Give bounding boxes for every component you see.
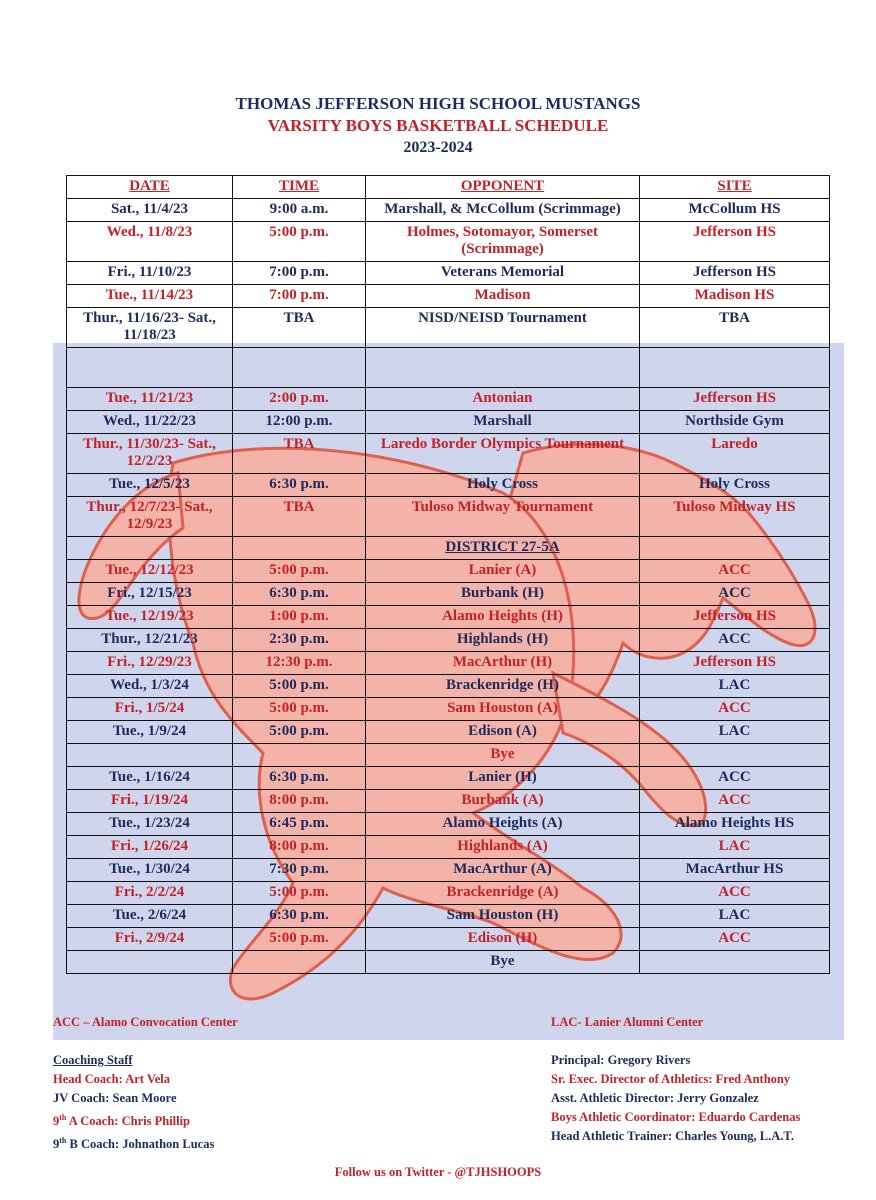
cell-opponent: Laredo Border Olympics Tournament bbox=[366, 434, 640, 474]
cell-opponent: Highlands (H) bbox=[366, 629, 640, 652]
schedule-title: VARSITY BOYS BASKETBALL SCHEDULE bbox=[267, 116, 609, 135]
cell-site: Jefferson HS bbox=[640, 652, 830, 675]
cell-site: LAC bbox=[640, 675, 830, 698]
table-row bbox=[67, 411, 830, 434]
cell-time: 6:45 p.m. bbox=[233, 813, 366, 836]
cell-site: Jefferson HS bbox=[640, 222, 830, 262]
cell-time: 9:00 a.m. bbox=[233, 199, 366, 222]
principal: Principal: Gregory Rivers bbox=[551, 1053, 691, 1067]
asst-athletic-director: Asst. Athletic Director: Jerry Gonzalez bbox=[551, 1091, 759, 1105]
cell-date: Tue., 2/6/24 bbox=[67, 905, 233, 928]
title-block bbox=[0, 93, 876, 159]
school-name: THOMAS JEFFERSON HIGH SCHOOL MUSTANGS bbox=[235, 94, 641, 113]
cell-opponent: Edison (H) bbox=[366, 928, 640, 951]
cell-date: Fri., 1/26/24 bbox=[67, 836, 233, 859]
athletics-director: Sr. Exec. Director of Athletics: Fred Anthony bbox=[551, 1072, 791, 1086]
cell-site: Northside Gym bbox=[640, 411, 830, 434]
cell-time: 2:00 p.m. bbox=[233, 388, 366, 411]
cell-date: Tue., 11/21/23 bbox=[67, 388, 233, 411]
cell-time: 6:30 p.m. bbox=[233, 583, 366, 606]
table-row bbox=[67, 744, 830, 767]
cell-time: 5:00 p.m. bbox=[233, 928, 366, 951]
ninth-a-coach: 9th A Coach: Chris Phillip bbox=[53, 1113, 191, 1129]
cell-date: Thur., 12/7/23- Sat., 12/9/23 bbox=[67, 497, 233, 537]
table-row bbox=[67, 434, 830, 474]
cell-date: Fri., 2/9/24 bbox=[67, 928, 233, 951]
cell-date: Tue., 1/9/24 bbox=[67, 721, 233, 744]
schedule-body bbox=[67, 199, 830, 974]
cell-opponent: Marshall bbox=[366, 411, 640, 434]
cell-date: Wed., 11/22/23 bbox=[67, 411, 233, 434]
table-row bbox=[67, 308, 830, 348]
cell-site: MacArthur HS bbox=[640, 859, 830, 882]
cell-time: 5:00 p.m. bbox=[233, 560, 366, 583]
table-row bbox=[67, 583, 830, 606]
cell-opponent: Burbank (A) bbox=[366, 790, 640, 813]
cell-opponent: Madison bbox=[366, 285, 640, 308]
schedule-table bbox=[66, 175, 830, 974]
coaching-staff-heading: Coaching Staff bbox=[53, 1053, 133, 1067]
table-row bbox=[67, 698, 830, 721]
cell-opponent: Alamo Heights (A) bbox=[366, 813, 640, 836]
jv-coach: JV Coach: Sean Moore bbox=[53, 1091, 177, 1105]
cell-site: Laredo bbox=[640, 434, 830, 474]
cell-date: Tue., 1/23/24 bbox=[67, 813, 233, 836]
cell-site: LAC bbox=[640, 836, 830, 859]
table-row bbox=[67, 813, 830, 836]
table-row bbox=[67, 882, 830, 905]
cell-site: Alamo Heights HS bbox=[640, 813, 830, 836]
cell-site: LAC bbox=[640, 905, 830, 928]
table-row bbox=[67, 767, 830, 790]
head-athletic-trainer: Head Athletic Trainer: Charles Young, L.A.T. bbox=[551, 1129, 794, 1143]
cell-date: Fri., 11/10/23 bbox=[67, 262, 233, 285]
cell-date bbox=[67, 348, 233, 388]
boys-athletic-coordinator: Boys Athletic Coordinator: Eduardo Cardenas bbox=[551, 1110, 801, 1124]
cell-date: Fri., 1/19/24 bbox=[67, 790, 233, 813]
cell-site: Tuloso Midway HS bbox=[640, 497, 830, 537]
cell-date: Tue., 1/16/24 bbox=[67, 767, 233, 790]
cell-time: 6:30 p.m. bbox=[233, 905, 366, 928]
head-coach: Head Coach: Art Vela bbox=[53, 1072, 171, 1086]
cell-date bbox=[67, 537, 233, 560]
table-row bbox=[67, 859, 830, 882]
cell-opponent: Brackenridge (A) bbox=[366, 882, 640, 905]
cell-time: 5:00 p.m. bbox=[233, 882, 366, 905]
cell-opponent: Sam Houston (A) bbox=[366, 698, 640, 721]
cell-site: ACC bbox=[640, 928, 830, 951]
table-row bbox=[67, 721, 830, 744]
cell-date: Thur., 11/30/23- Sat., 12/2/23 bbox=[67, 434, 233, 474]
table-row bbox=[67, 951, 830, 974]
cell-opponent: Alamo Heights (H) bbox=[366, 606, 640, 629]
cell-site: ACC bbox=[640, 698, 830, 721]
cell-opponent: Veterans Memorial bbox=[366, 262, 640, 285]
cell-opponent: Tuloso Midway Tournament bbox=[366, 497, 640, 537]
cell-date: Tue., 12/12/23 bbox=[67, 560, 233, 583]
cell-time: 5:00 p.m. bbox=[233, 222, 366, 262]
cell-opponent: Bye bbox=[366, 744, 640, 767]
legend-lac: LAC- Lanier Alumni Center bbox=[551, 1015, 704, 1029]
cell-date: Wed., 1/3/24 bbox=[67, 675, 233, 698]
cell-site bbox=[640, 951, 830, 974]
cell-site: ACC bbox=[640, 790, 830, 813]
table-row bbox=[67, 388, 830, 411]
cell-opponent: Holy Cross bbox=[366, 474, 640, 497]
cell-date bbox=[67, 744, 233, 767]
column-header-opponent: OPPONENT bbox=[366, 176, 640, 199]
cell-time bbox=[233, 348, 366, 388]
cell-time: TBA bbox=[233, 434, 366, 474]
cell-time: 6:30 p.m. bbox=[233, 767, 366, 790]
table-row bbox=[67, 836, 830, 859]
cell-date: Wed., 11/8/23 bbox=[67, 222, 233, 262]
cell-opponent: Bye bbox=[366, 951, 640, 974]
cell-date bbox=[67, 951, 233, 974]
cell-site: Madison HS bbox=[640, 285, 830, 308]
cell-time: 12:30 p.m. bbox=[233, 652, 366, 675]
cell-site: TBA bbox=[640, 308, 830, 348]
cell-site: Jefferson HS bbox=[640, 606, 830, 629]
table-row bbox=[67, 199, 830, 222]
administration bbox=[551, 1051, 800, 1146]
legend-acc: ACC – Alamo Convocation Center bbox=[53, 1015, 238, 1029]
cell-opponent: NISD/NEISD Tournament bbox=[366, 308, 640, 348]
cell-opponent: DISTRICT 27-5A bbox=[366, 537, 640, 560]
table-row bbox=[67, 629, 830, 652]
cell-date: Tue., 11/14/23 bbox=[67, 285, 233, 308]
cell-time bbox=[233, 537, 366, 560]
column-header-site: SITE bbox=[640, 176, 830, 199]
cell-time bbox=[233, 951, 366, 974]
cell-site bbox=[640, 537, 830, 560]
cell-site: ACC bbox=[640, 583, 830, 606]
cell-opponent: Holmes, Sotomayor, Somerset (Scrimmage) bbox=[366, 222, 640, 262]
cell-time: 7:30 p.m. bbox=[233, 859, 366, 882]
cell-time: TBA bbox=[233, 308, 366, 348]
season: 2023-2024 bbox=[403, 139, 473, 156]
cell-opponent: Highlands (A) bbox=[366, 836, 640, 859]
cell-opponent: Lanier (A) bbox=[366, 560, 640, 583]
twitter-follow: Follow us on Twitter - @TJHSHOOPS bbox=[334, 1165, 542, 1179]
cell-site: LAC bbox=[640, 721, 830, 744]
table-row bbox=[67, 606, 830, 629]
cell-time: 6:30 p.m. bbox=[233, 474, 366, 497]
cell-date: Fri., 12/15/23 bbox=[67, 583, 233, 606]
cell-date: Sat., 11/4/23 bbox=[67, 199, 233, 222]
cell-date: Thur., 11/16/23- Sat., 11/18/23 bbox=[67, 308, 233, 348]
cell-date: Thur., 12/21/23 bbox=[67, 629, 233, 652]
cell-site: Jefferson HS bbox=[640, 388, 830, 411]
table-row bbox=[67, 285, 830, 308]
cell-time bbox=[233, 744, 366, 767]
cell-opponent: MacArthur (H) bbox=[366, 652, 640, 675]
cell-time: 8:00 p.m. bbox=[233, 836, 366, 859]
cell-time: 5:00 p.m. bbox=[233, 698, 366, 721]
table-row bbox=[67, 675, 830, 698]
cell-time: TBA bbox=[233, 497, 366, 537]
cell-opponent bbox=[366, 348, 640, 388]
cell-time: 8:00 p.m. bbox=[233, 790, 366, 813]
cell-opponent: Marshall, & McCollum (Scrimmage) bbox=[366, 199, 640, 222]
column-header-date: DATE bbox=[67, 176, 233, 199]
column-header-time: TIME bbox=[233, 176, 366, 199]
cell-site: Holy Cross bbox=[640, 474, 830, 497]
table-row bbox=[67, 222, 830, 262]
cell-opponent: Antonian bbox=[366, 388, 640, 411]
cell-opponent: MacArthur (A) bbox=[366, 859, 640, 882]
cell-site: ACC bbox=[640, 882, 830, 905]
cell-opponent: Lanier (H) bbox=[366, 767, 640, 790]
coaching-staff bbox=[53, 1051, 214, 1154]
cell-date: Fri., 12/29/23 bbox=[67, 652, 233, 675]
table-row bbox=[67, 497, 830, 537]
table-row bbox=[67, 474, 830, 497]
cell-date: Tue., 12/19/23 bbox=[67, 606, 233, 629]
cell-date: Tue., 12/5/23 bbox=[67, 474, 233, 497]
cell-opponent: Brackenridge (H) bbox=[366, 675, 640, 698]
table-row bbox=[67, 262, 830, 285]
cell-site: ACC bbox=[640, 767, 830, 790]
cell-site bbox=[640, 744, 830, 767]
cell-site bbox=[640, 348, 830, 388]
table-row bbox=[67, 790, 830, 813]
table-header-row bbox=[67, 176, 830, 199]
cell-date: Tue., 1/30/24 bbox=[67, 859, 233, 882]
ninth-b-coach: 9th B Coach: Johnathon Lucas bbox=[53, 1136, 215, 1152]
cell-time: 2:30 p.m. bbox=[233, 629, 366, 652]
table-row bbox=[67, 905, 830, 928]
cell-site: McCollum HS bbox=[640, 199, 830, 222]
table-row bbox=[67, 652, 830, 675]
cell-site: Jefferson HS bbox=[640, 262, 830, 285]
table-row bbox=[67, 928, 830, 951]
cell-time: 7:00 p.m. bbox=[233, 262, 366, 285]
table-row bbox=[67, 537, 830, 560]
cell-time: 5:00 p.m. bbox=[233, 675, 366, 698]
cell-date: Fri., 2/2/24 bbox=[67, 882, 233, 905]
cell-time: 7:00 p.m. bbox=[233, 285, 366, 308]
cell-time: 5:00 p.m. bbox=[233, 721, 366, 744]
cell-opponent: Sam Houston (H) bbox=[366, 905, 640, 928]
cell-opponent: Burbank (H) bbox=[366, 583, 640, 606]
cell-date: Fri., 1/5/24 bbox=[67, 698, 233, 721]
cell-time: 1:00 p.m. bbox=[233, 606, 366, 629]
cell-opponent: Edison (A) bbox=[366, 721, 640, 744]
cell-site: ACC bbox=[640, 629, 830, 652]
cell-time: 12:00 p.m. bbox=[233, 411, 366, 434]
table-row bbox=[67, 348, 830, 388]
table-row bbox=[67, 560, 830, 583]
cell-site: ACC bbox=[640, 560, 830, 583]
